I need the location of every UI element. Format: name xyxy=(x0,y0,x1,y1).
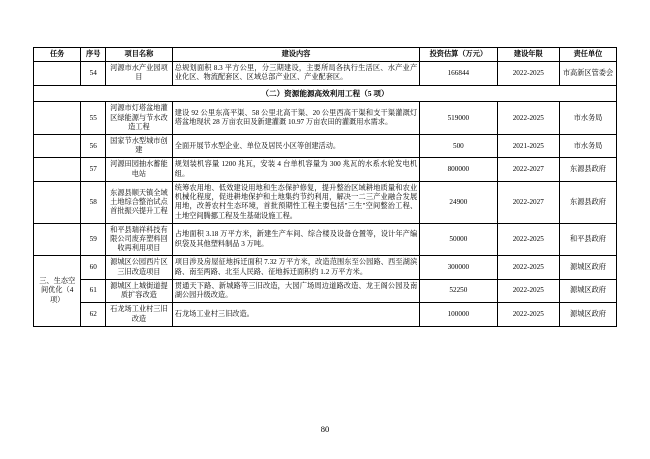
cell-project-name: 源城区上城街道提质扩容改造 xyxy=(106,279,173,302)
cell-project-name: 东源县顺天镇全域土地综合整治试点首批振兴提升工程 xyxy=(106,181,173,223)
section-label: （二）资源能源高效利用工程（5 项） xyxy=(34,85,617,102)
column-header-task: 任务 xyxy=(34,48,81,62)
column-header-content: 建设内容 xyxy=(172,48,419,62)
cell-investment: 52250 xyxy=(420,279,497,302)
column-header-duration: 建设年限 xyxy=(497,48,559,62)
table-row xyxy=(34,102,617,135)
project-table xyxy=(33,47,617,327)
table-header xyxy=(34,48,617,62)
table-body xyxy=(34,62,617,327)
cell-content: 石龙场工业村三旧改造。 xyxy=(172,303,419,326)
cell-seq: 61 xyxy=(81,279,106,302)
cell-task xyxy=(34,135,81,158)
cell-duration: 2022-2025 xyxy=(497,102,559,135)
cell-content: 全面开展节水型企业、单位及居民小区等创建活动。 xyxy=(172,135,419,158)
cell-duration: 2022-2025 xyxy=(497,223,559,256)
cell-task xyxy=(34,158,81,181)
cell-investment: 519000 xyxy=(420,102,497,135)
cell-duration: 2022-2025 xyxy=(497,256,559,279)
cell-project-name: 源城区公园西片区三旧改造项目 xyxy=(106,256,173,279)
cell-seq: 59 xyxy=(81,223,106,256)
cell-seq: 62 xyxy=(81,303,106,326)
cell-content: 统筹农用地、低效建设用地和生态保护修复，提升整治区域耕地质量和农业机械化程度，促进耕地保护和土地集约节约利用，解决一二三产业融合发展用地，改善农村生态环境，首批预期性工程主要包括"三生"空间整治工程、土地空间腾挪工程及生基础设施工程。 xyxy=(172,181,419,223)
cell-seq: 55 xyxy=(81,102,106,135)
table-row xyxy=(34,223,617,256)
cell-content: 总规划面积 8.3 平方公里，分三期建设，主要所局各执行生活区、水产业产业化区、物流配套区、区域总部产业区、产业配套区。 xyxy=(172,62,419,85)
cell-project-name: 石龙场工业村三旧改造 xyxy=(106,303,173,326)
table-header-row xyxy=(34,48,617,62)
cell-duration: 2021-2025 xyxy=(497,135,559,158)
cell-responsible-unit: 市高新区管委会 xyxy=(559,62,616,85)
table-row xyxy=(34,62,617,85)
cell-investment: 100000 xyxy=(420,303,497,326)
cell-responsible-unit: 市水务局 xyxy=(559,135,616,158)
cell-seq: 60 xyxy=(81,256,106,279)
cell-responsible-unit: 东源县政府 xyxy=(559,181,616,223)
cell-content: 项目涉及房屋征地拆迁面积 7.32 万平方米，改造范围东至公园路、西至湖滨路、南至两路、北至人民路、征地拆迁面积约 1.2 万平方米。 xyxy=(172,256,419,279)
cell-responsible-unit: 东源县政府 xyxy=(559,158,616,181)
cell-project-name: 和平县瑞祥科技有限公司废弃塑料回收再利用项目 xyxy=(106,223,173,256)
page-number: 80 xyxy=(320,424,330,434)
cell-task xyxy=(34,62,81,85)
cell-investment: 166844 xyxy=(420,62,497,85)
cell-project-name: 河源市水产业园项目 xyxy=(106,62,173,85)
cell-responsible-unit: 和平县政府 xyxy=(559,223,616,256)
table-section-row xyxy=(34,85,617,102)
cell-task-group: 三、生态空间优化（4 项） xyxy=(34,256,81,326)
cell-project-name: 国家节水型城市创建 xyxy=(106,135,173,158)
cell-investment: 50000 xyxy=(420,223,497,256)
table-row xyxy=(34,303,617,326)
cell-seq: 57 xyxy=(81,158,106,181)
cell-project-name: 河源田园抽水蓄能电站 xyxy=(106,158,173,181)
table-row xyxy=(34,256,617,279)
cell-duration: 2022-2025 xyxy=(497,62,559,85)
cell-investment: 800000 xyxy=(420,158,497,181)
cell-duration: 2022-2025 xyxy=(497,279,559,302)
cell-duration: 2022-2025 xyxy=(497,303,559,326)
table-row xyxy=(34,135,617,158)
cell-task xyxy=(34,181,81,223)
cell-seq: 56 xyxy=(81,135,106,158)
cell-responsible-unit: 市水务局 xyxy=(559,102,616,135)
column-header-responsible-unit: 责任单位 xyxy=(559,48,616,62)
cell-responsible-unit: 源城区政府 xyxy=(559,256,616,279)
column-header-project-name: 项目名称 xyxy=(106,48,173,62)
cell-investment: 500 xyxy=(420,135,497,158)
column-header-investment: 投资估算（万元） xyxy=(420,48,497,62)
column-header-seq: 序号 xyxy=(81,48,106,62)
cell-content: 规划装机容量 1200 兆瓦，安装 4 台单机容量为 300 兆瓦的水系水轮发电机组。 xyxy=(172,158,419,181)
cell-duration: 2022-2027 xyxy=(497,181,559,223)
cell-project-name: 河源市灯塔盆地灌区绿能源与节水改造工程 xyxy=(106,102,173,135)
cell-responsible-unit: 源城区政府 xyxy=(559,279,616,302)
cell-seq: 58 xyxy=(81,181,106,223)
cell-investment: 24900 xyxy=(420,181,497,223)
table-row xyxy=(34,158,617,181)
table-row xyxy=(34,279,617,302)
cell-task xyxy=(34,102,81,135)
cell-responsible-unit: 源城区政府 xyxy=(559,303,616,326)
cell-content: 占地面积 3.18 万平方米，新建生产车间、综合楼及设备仓置等，设计年产编织袋及其他塑料制品 3 万吨。 xyxy=(172,223,419,256)
cell-seq: 54 xyxy=(81,62,106,85)
table-row xyxy=(34,181,617,223)
cell-duration: 2022-2027 xyxy=(497,158,559,181)
cell-task xyxy=(34,223,81,256)
cell-content: 贯通天下路、新城路等三旧改造，大园广场周边道路改造、龙王阁公园及南湖公园升级改造。 xyxy=(172,279,419,302)
cell-investment: 300000 xyxy=(420,256,497,279)
cell-content: 建设 92 公里东高平渠、58 公里北高干渠、20 公里西高干渠和支干渠灌溉灯塔盆地现状 28 万亩农田及新建灌溉 10.97 万亩农田的灌溉用水需求。 xyxy=(172,102,419,135)
